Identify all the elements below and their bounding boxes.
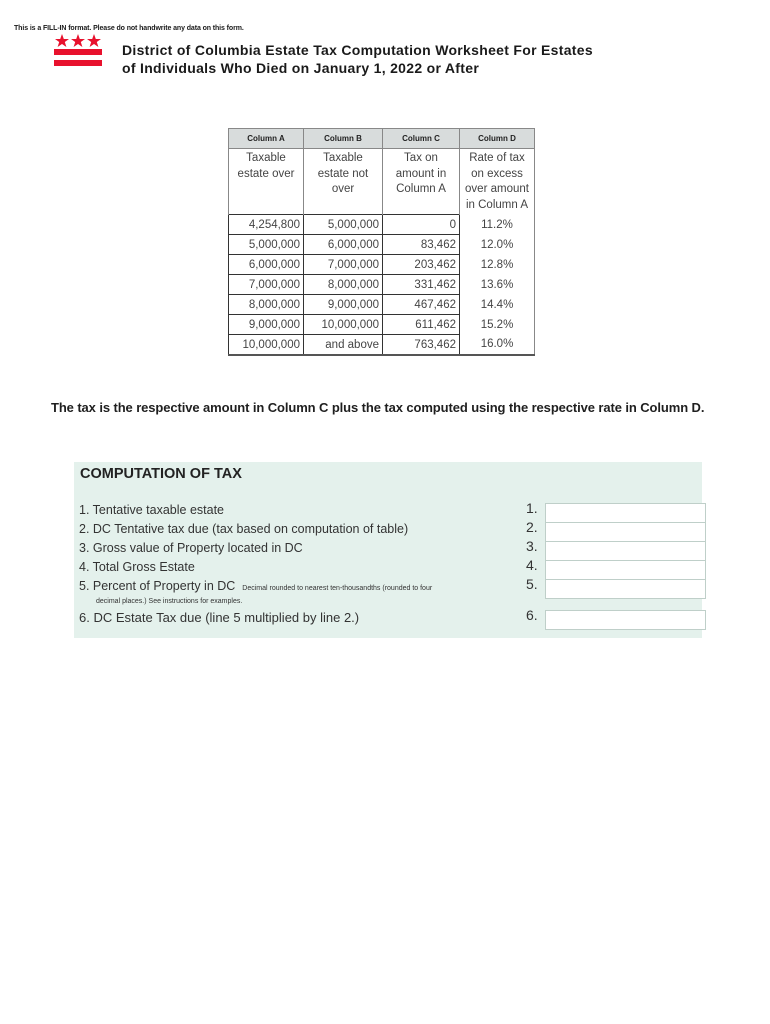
line-1-number: 1. bbox=[526, 500, 538, 516]
description-row bbox=[229, 149, 535, 215]
line-6-input[interactable] bbox=[545, 610, 706, 630]
column-a-header: Column A bbox=[229, 129, 304, 149]
cell-column-d: 11.2% bbox=[460, 215, 535, 235]
line-2-input[interactable] bbox=[545, 522, 706, 542]
cell-column-a: 8,000,000 bbox=[229, 295, 304, 315]
line-2-label: 2. DC Tentative tax due (tax based on computation of table) bbox=[79, 522, 409, 536]
column-b-header: Column B bbox=[304, 129, 383, 149]
line-4-label: 4. Total Gross Estate bbox=[79, 560, 195, 574]
column-d-description: Rate of tax on excess over amount in Column A bbox=[460, 149, 535, 215]
form-title bbox=[122, 41, 593, 77]
rate-row bbox=[229, 255, 535, 275]
rate-row bbox=[229, 335, 535, 356]
line-4-input[interactable] bbox=[545, 560, 706, 580]
cell-column-c: 611,462 bbox=[383, 315, 460, 335]
line-5-label: 5. Percent of Property in DC Decimal rounded to nearest ten-thousandths (rounded to four bbox=[79, 579, 433, 593]
cell-column-b: 10,000,000 bbox=[304, 315, 383, 335]
cell-column-b: 6,000,000 bbox=[304, 235, 383, 255]
cell-column-b: 8,000,000 bbox=[304, 275, 383, 295]
computation-heading: COMPUTATION OF TAX bbox=[80, 466, 242, 482]
dc-flag-icon bbox=[54, 34, 102, 68]
rate-row bbox=[229, 215, 535, 235]
column-b-description: Taxable estate not over bbox=[304, 149, 383, 215]
rate-row bbox=[229, 235, 535, 255]
line-6-number: 6. bbox=[526, 607, 538, 623]
cell-column-a: 6,000,000 bbox=[229, 255, 304, 275]
column-a-description: Taxable estate over bbox=[229, 149, 304, 215]
title-line-2: of Individuals Who Died on January 1, 2022 or After bbox=[122, 60, 480, 76]
cell-column-c: 763,462 bbox=[383, 335, 460, 356]
cell-column-c: 203,462 bbox=[383, 255, 460, 275]
line-2-number: 2. bbox=[526, 519, 538, 535]
cell-column-a: 10,000,000 bbox=[229, 335, 304, 356]
cell-column-c: 83,462 bbox=[383, 235, 460, 255]
computation-of-tax-section bbox=[74, 462, 702, 638]
cell-column-a: 7,000,000 bbox=[229, 275, 304, 295]
line-1-label: 1. Tentative taxable estate bbox=[79, 503, 225, 517]
cell-column-d: 13.6% bbox=[460, 275, 535, 295]
line-6-label: 6. DC Estate Tax due (line 5 multiplied by line 2.) bbox=[79, 610, 360, 625]
rate-row bbox=[229, 295, 535, 315]
cell-column-b: and above bbox=[304, 335, 383, 356]
cell-column-d: 16.0% bbox=[460, 335, 535, 356]
cell-column-c: 331,462 bbox=[383, 275, 460, 295]
line-5-number: 5. bbox=[526, 576, 538, 592]
table-explanation: The tax is the respective amount in Column C plus the tax computed using the respective rate in Column D. bbox=[51, 400, 705, 415]
cell-column-d: 15.2% bbox=[460, 315, 535, 335]
line-3-label: 3. Gross value of Property located in DC bbox=[79, 541, 303, 555]
cell-column-a: 4,254,800 bbox=[229, 215, 304, 235]
line-3-input[interactable] bbox=[545, 541, 706, 561]
line-5-instruction: Decimal rounded to nearest ten-thousandths (rounded to four bbox=[242, 585, 433, 592]
cell-column-b: 5,000,000 bbox=[304, 215, 383, 235]
cell-column-d: 14.4% bbox=[460, 295, 535, 315]
column-c-header: Column C bbox=[383, 129, 460, 149]
rate-row bbox=[229, 315, 535, 335]
column-d-header: Column D bbox=[460, 129, 535, 149]
column-c-description: Tax on amount in Column A bbox=[383, 149, 460, 215]
cell-column-a: 5,000,000 bbox=[229, 235, 304, 255]
rate-row bbox=[229, 275, 535, 295]
line-5-subnote: decimal places.) See instructions for examples. bbox=[96, 598, 243, 605]
line-5-input[interactable] bbox=[545, 579, 706, 599]
fill-in-notice: This is a FILL-IN format. Please do not handwrite any data on this form. bbox=[14, 25, 244, 32]
cell-column-d: 12.8% bbox=[460, 255, 535, 275]
column-header-row bbox=[229, 129, 535, 149]
cell-column-b: 9,000,000 bbox=[304, 295, 383, 315]
line-1-input[interactable] bbox=[545, 503, 706, 523]
cell-column-a: 9,000,000 bbox=[229, 315, 304, 335]
title-line-1: District of Columbia Estate Tax Computation Worksheet For Estates bbox=[122, 42, 593, 58]
line-4-number: 4. bbox=[526, 557, 538, 573]
cell-column-c: 0 bbox=[383, 215, 460, 235]
cell-column-c: 467,462 bbox=[383, 295, 460, 315]
cell-column-d: 12.0% bbox=[460, 235, 535, 255]
line-3-number: 3. bbox=[526, 538, 538, 554]
cell-column-b: 7,000,000 bbox=[304, 255, 383, 275]
tax-rate-table bbox=[228, 128, 535, 356]
